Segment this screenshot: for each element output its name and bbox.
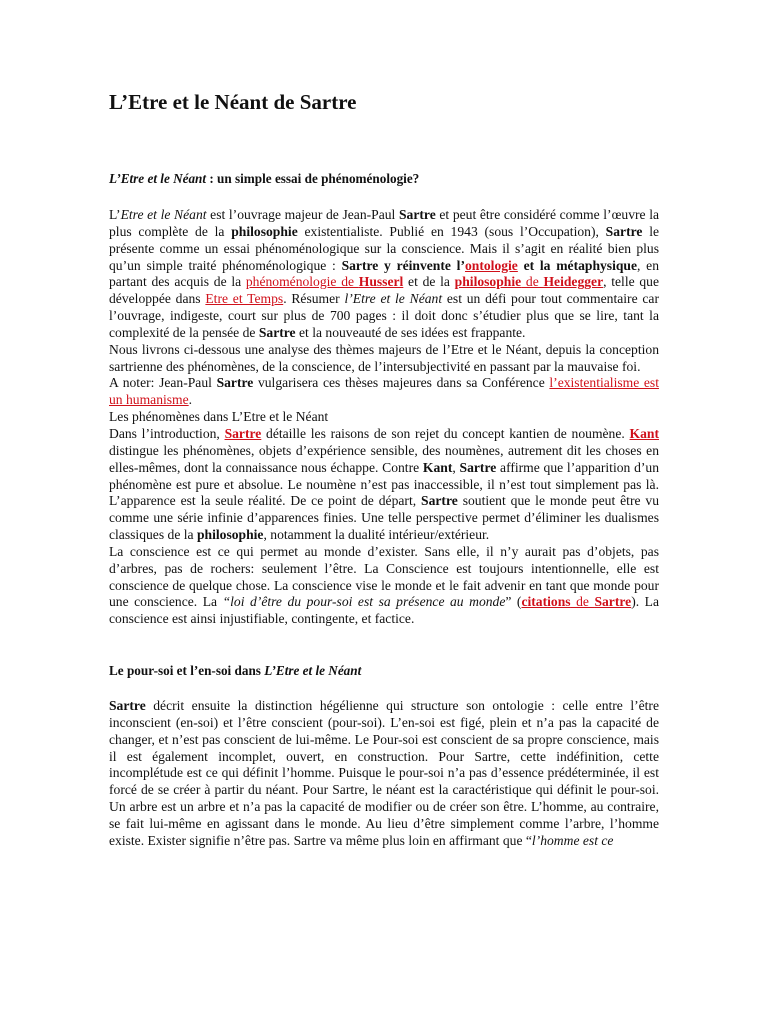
text-run: soutient que le monde peut être vu comme une série infinie d’apparences finies. Une telle perspective permet d’éliminer les dualismes classiques de la	[109, 493, 660, 543]
inline-link[interactable]: phénoménologie de	[245, 274, 359, 290]
text-run: Sartre	[216, 375, 254, 391]
text-run: Nous livrons ci-dessous une analyse des thèmes majeurs de l’Etre et le Néant, depuis la conception sartrienne des phénomènes, de la conscience, de l’intersubjectivité en passant par la mauvaise foi.	[109, 341, 659, 374]
text-run: ). La conscience est ainsi injustifiable, contingente, et factice.	[109, 594, 659, 627]
text-run: “loi d’être du pour-soi est sa présence au monde	[222, 594, 506, 610]
inline-link[interactable]: Sartre	[224, 425, 262, 441]
text-run: La conscience est ce qui permet au monde d’exister. Sans elle, il n’y aurait pas d’objets, pas d’arbres, pas de rochers: seulement l’être. La Conscience est toujours intentionnelle, elle est conscience de quelque chose. La conscience vise le monde et le fait advenir en tant que monde pour une conscience. La	[109, 543, 659, 610]
paragraph	[109, 544, 659, 628]
text-run: et la nouveauté de ses idées est frappante.	[295, 324, 526, 340]
text-run: est l’ouvrage majeur de Jean-Paul	[206, 207, 399, 222]
text-run: Dans l’introduction,	[109, 425, 225, 441]
inline-link[interactable]: Husserl	[358, 274, 404, 290]
text-run: et peut être considéré comme l’œuvre la plus complète de la	[109, 207, 659, 239]
text-run: Les phénomènes dans L’Etre et le Néant	[109, 409, 329, 425]
text-run: Etre et le Néant	[120, 207, 207, 222]
paragraph	[109, 342, 659, 376]
inline-link[interactable]: Sartre	[594, 594, 632, 610]
text-run: l’Etre et le Néant	[344, 291, 443, 307]
text-run: ,	[452, 459, 460, 475]
paragraph	[109, 426, 659, 544]
text-run: Sartre	[258, 324, 296, 340]
inline-link[interactable]: Heidegger	[543, 274, 604, 290]
inline-link[interactable]: citations	[521, 594, 571, 610]
paragraph	[109, 375, 659, 409]
section-heading-2	[109, 662, 659, 680]
heading-text-part: : un simple essai de phénoménologie?	[206, 171, 420, 186]
text-run: philosophie	[231, 223, 298, 239]
text-run: Sartre	[109, 698, 146, 714]
heading-italic-part: L’Etre et le Néant	[109, 171, 207, 186]
text-run: L’	[109, 207, 121, 222]
text-run: philosophie	[196, 527, 264, 543]
inline-link[interactable]: Etre et Temps	[205, 291, 284, 307]
heading-italic-part: L’Etre et le Néant	[264, 663, 362, 679]
paragraph	[109, 409, 659, 426]
text-run: Sartre	[398, 207, 436, 222]
text-run: est un défi pour tout commentaire car l’ouvrage, indigeste, court sur plus de 700 pages : il doit donc s’étudier plus que se lire, tant la complexité de la pensée de	[109, 291, 659, 340]
text-run: affirme que l’apparition d’un phénomène est pure et absolue. Le noumène n’est pas inaccessible, il n’est tout simplement pas là. L’apparence est la seule réalité. De ce point de départ,	[109, 459, 660, 509]
heading-text-part: Le pour-soi et l’en-soi dans	[109, 663, 265, 679]
text-run: , en partant des acquis de la	[109, 257, 659, 290]
text-run: Sartre	[421, 493, 458, 509]
text-run: Kant	[422, 459, 453, 475]
inline-link[interactable]: ontologie	[464, 257, 518, 273]
text-run: A noter: Jean-Paul	[109, 375, 217, 391]
text-run: et la métaphysique	[517, 257, 638, 273]
text-run: , notamment la dualité intérieur/extérieur.	[263, 527, 490, 543]
text-run: , telle que développée dans	[109, 274, 659, 307]
text-run: le présente comme un essai phénoménologique sur la conscience. Mais il s’agit en réalité bien plus qu’un simple traité phénoménologique :	[109, 223, 660, 273]
text-run: distingue les phénomènes, objets d’expérience sensible, des noumènes, autrement dit les choses en elles-mêmes, dont la connaissance nous échappe. Contre	[109, 442, 659, 475]
inline-link[interactable]: de	[570, 594, 595, 610]
text-run: Sartre	[605, 223, 643, 239]
text-run: détaille les raisons de son rejet du concept kantien de noumène.	[261, 425, 630, 441]
text-run: existentialiste. Publié en 1943 (sous l’Occupation),	[297, 223, 606, 239]
inline-link[interactable]: philosophie	[454, 274, 522, 290]
text-run: Sartre y réinvente l’	[341, 257, 465, 273]
paragraph	[109, 698, 659, 850]
paragraph	[109, 207, 659, 342]
text-run: vulgarisera ces thèses majeures dans sa Conférence	[253, 375, 550, 391]
text-run: et de la	[403, 274, 455, 290]
text-run: Sartre	[459, 459, 497, 475]
text-run: .	[188, 392, 193, 408]
text-run: . Résumer	[283, 291, 345, 307]
text-run: décrit ensuite la distinction hégélienne qui structure son ontologie : celle entre l’être inconscient (en-soi) et l’être conscient (pour-soi). L’en-soi est figé, plein et n’a pas la capacité de changer, et n’est pas conscient de lui-même. Le Pour-soi est conscient de sa propre conscience, mais il est également incomplet, ouvert, en construction. Pour Sartre, cette indéfinition, cette incomplétude est ce qui définit l’homme. Puisque le pour-soi n’a pas d’essence prédéterminée, il est forcé de se créer à partir du néant. Pour Sartre, le néant est la caractéristique qui définit le pour-soi. Un arbre est un arbre et n’a pas la capacité de modifier ou de créer son être. L’homme, au contraire, se fait lui-même en agissant dans le monde. Au lieu d’être simplement comme l’arbre, l’homme existe. Exister signifie n’être pas. Sartre va même plus loin en affirmant que “	[109, 698, 659, 848]
text-run: l’homme est ce	[531, 832, 614, 848]
inline-link[interactable]: Kant	[629, 425, 659, 441]
inline-link[interactable]: de	[521, 274, 544, 290]
inline-link[interactable]: l’existentialisme est un humanisme	[109, 375, 659, 408]
document-title: L’Etre et le Néant de Sartre	[109, 90, 357, 114]
section-heading-1	[109, 170, 659, 188]
text-run: ” (	[505, 594, 522, 610]
